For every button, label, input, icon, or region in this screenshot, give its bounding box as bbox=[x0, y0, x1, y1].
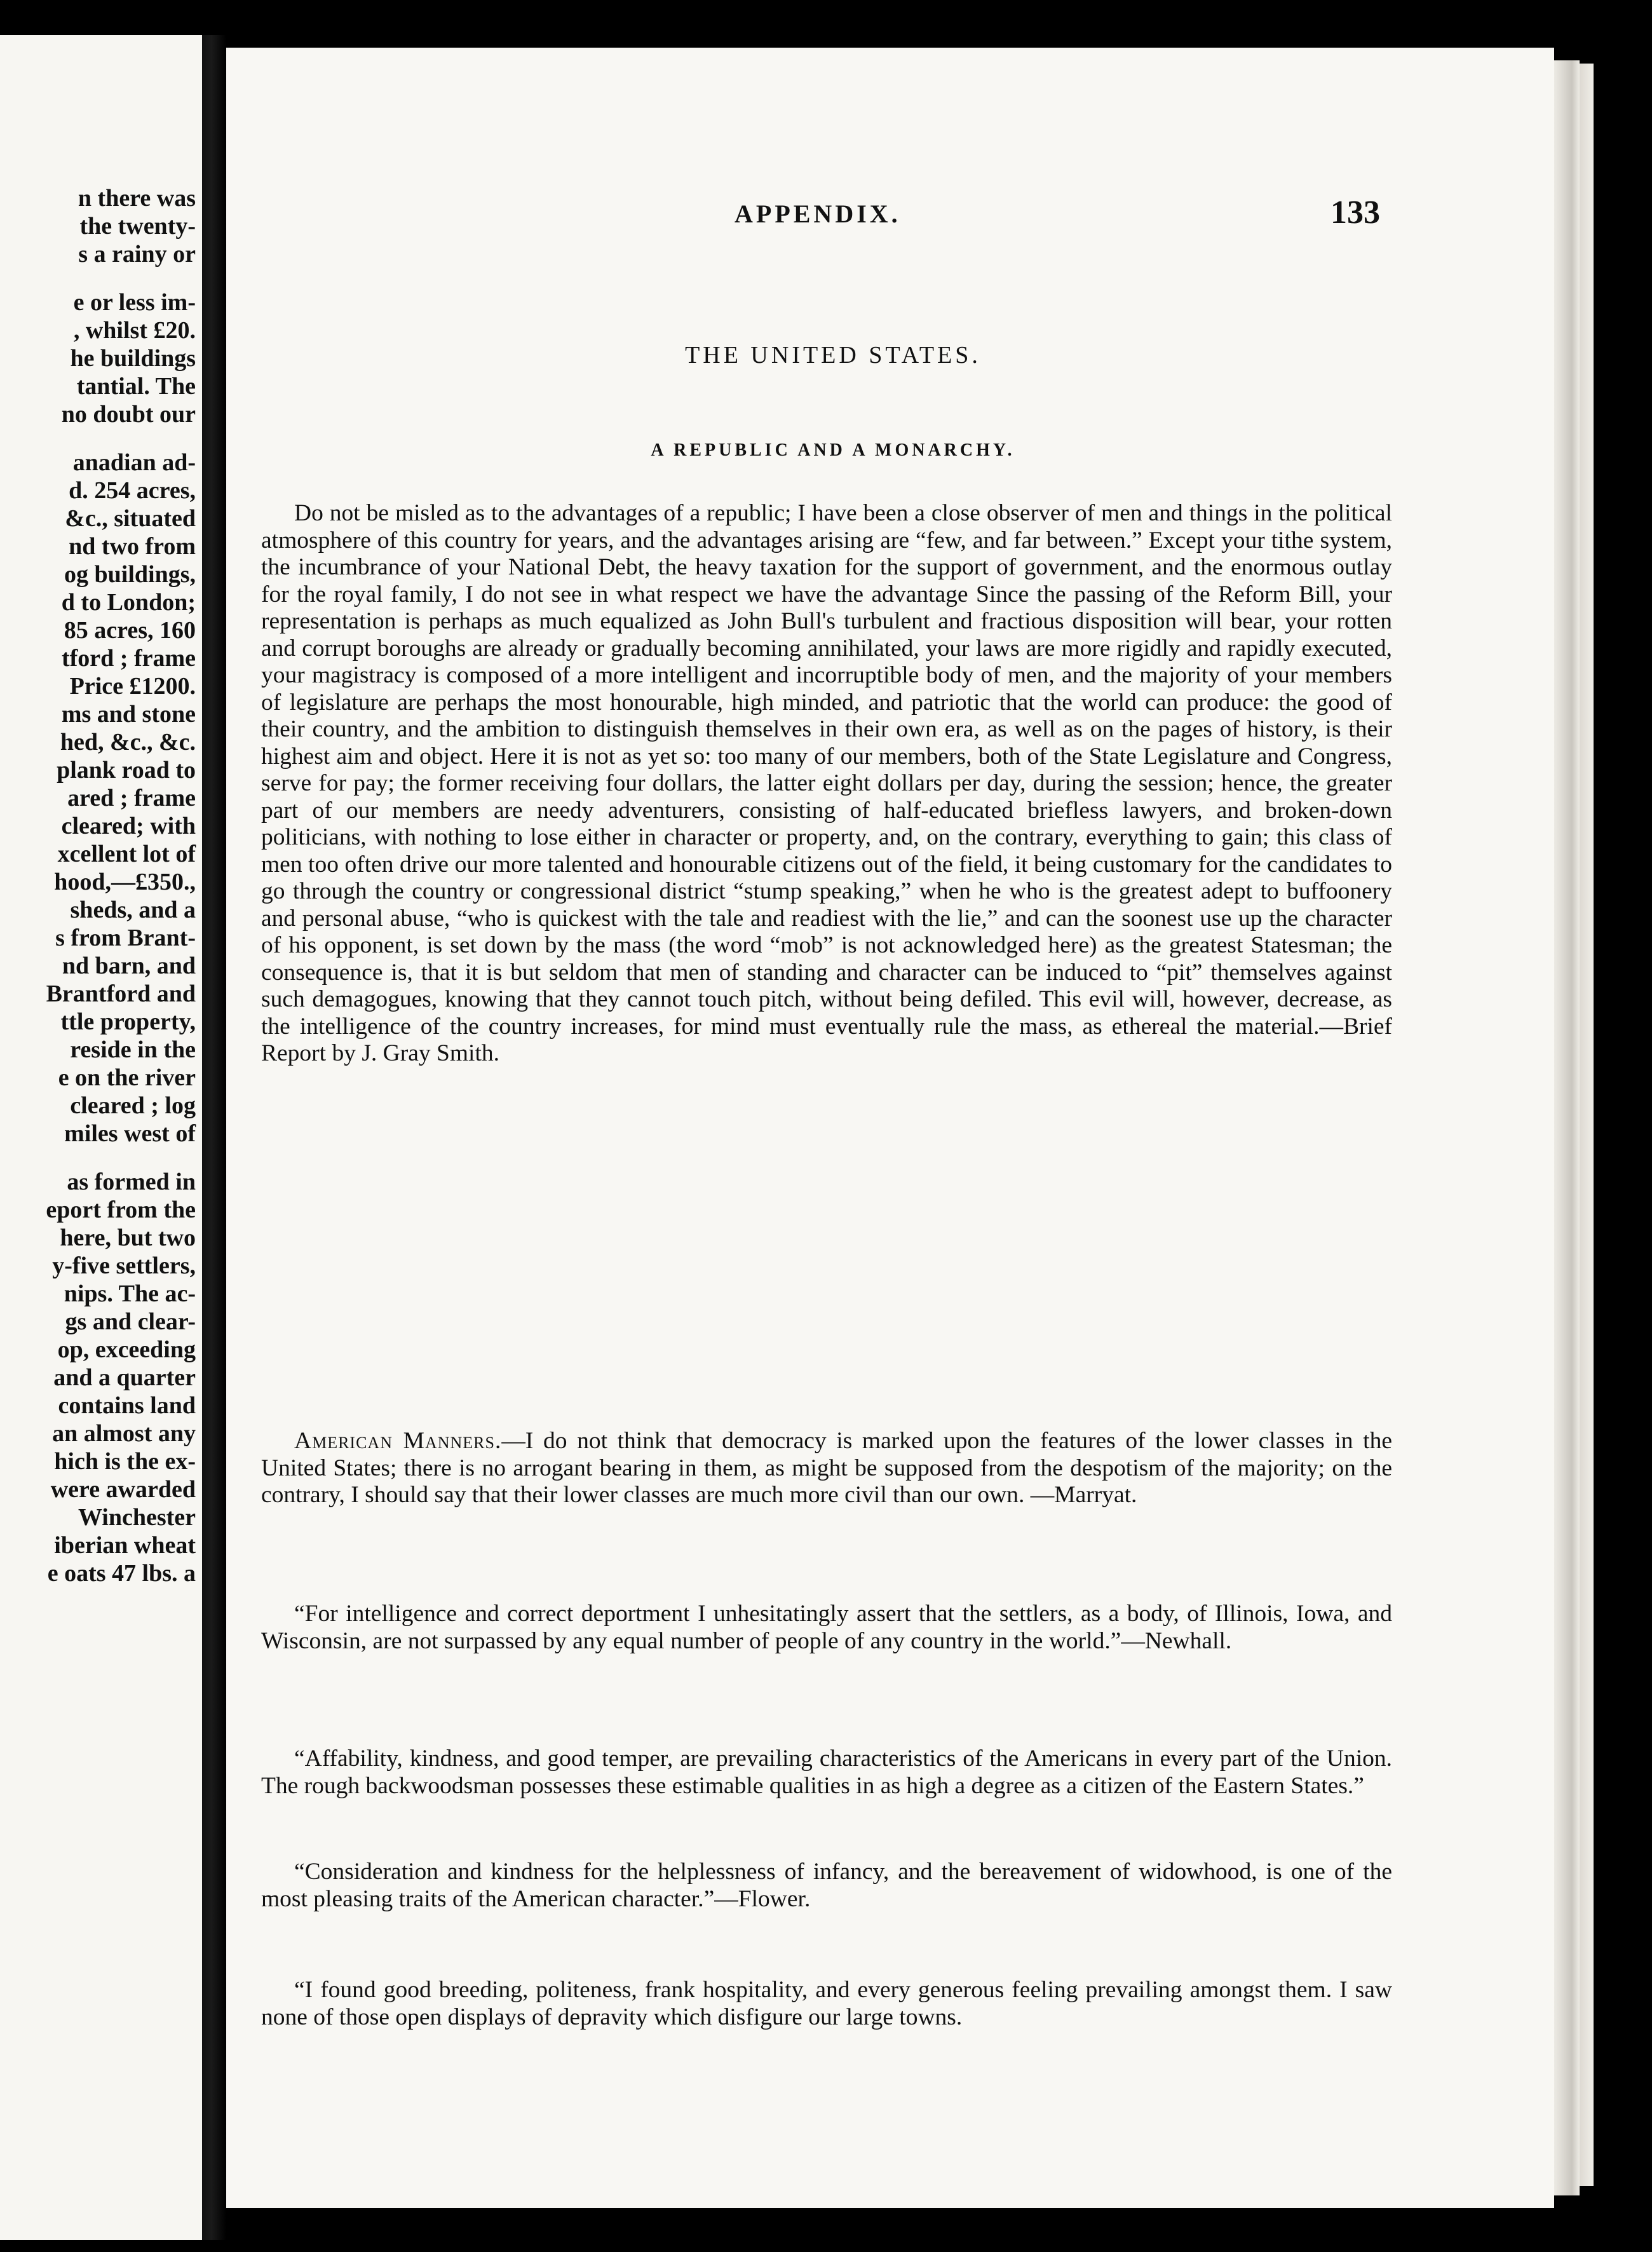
book-gutter bbox=[202, 35, 226, 2240]
previous-page-line: e oats 47 lbs. a bbox=[47, 1560, 196, 1587]
paragraph-affability-quote bbox=[261, 1746, 1392, 1800]
previous-page-line: iberian wheat bbox=[54, 1532, 196, 1559]
previous-page-line: d to London; bbox=[61, 589, 196, 616]
previous-page-line: e or less im- bbox=[73, 289, 196, 316]
paragraph-breeding-quote bbox=[261, 1977, 1392, 2031]
previous-page-line: n there was bbox=[78, 185, 196, 212]
previous-page-line: xcellent lot of bbox=[57, 841, 196, 867]
page-edge bbox=[1554, 60, 1580, 2195]
previous-page-line: hed, &c., &c. bbox=[60, 729, 196, 756]
running-head bbox=[226, 149, 1554, 231]
previous-page-line: and a quarter bbox=[53, 1364, 196, 1391]
previous-page-line: contains land bbox=[58, 1392, 196, 1419]
paragraph-text bbox=[261, 1428, 1392, 1509]
previous-page-line: nd two from bbox=[69, 533, 196, 560]
previous-page-line: Brantford and bbox=[46, 980, 196, 1007]
previous-page-line: Price £1200. bbox=[69, 673, 196, 700]
line-gap bbox=[0, 268, 202, 288]
previous-page-line: tantial. The bbox=[76, 373, 196, 400]
previous-page-line: eport from the bbox=[46, 1197, 196, 1223]
previous-page-line: he buildings bbox=[70, 345, 196, 372]
paragraph-flower-quote bbox=[261, 1859, 1392, 1913]
running-title: APPENDIX. bbox=[735, 200, 901, 228]
previous-page-line: tford ; frame bbox=[61, 645, 196, 672]
previous-page-line: an almost any bbox=[52, 1420, 196, 1447]
section-subtitle: A REPUBLIC AND A MONARCHY. bbox=[651, 440, 1015, 460]
page-edge-outer bbox=[1580, 64, 1594, 2186]
line-gap bbox=[0, 1148, 202, 1168]
paragraph-republic-monarchy bbox=[261, 500, 1392, 1068]
previous-page-line: , whilst £20. bbox=[73, 317, 196, 344]
previous-page-line: s a rainy or bbox=[78, 241, 196, 268]
previous-page-line: ttle property, bbox=[60, 1008, 196, 1035]
previous-page-line: gs and clear- bbox=[65, 1308, 196, 1335]
previous-page bbox=[0, 35, 202, 2240]
paragraph-text: “Affability, kindness, and good temper, are prevailing characteristics of the Americans in every part of the Union. The rough backwoodsman possesses these estimable qualities in as high a degree as a citizen of the Eastern States.” bbox=[261, 1746, 1392, 1799]
previous-page-line: anadian ad- bbox=[72, 449, 196, 476]
current-page bbox=[226, 48, 1554, 2208]
previous-page-line: e on the river bbox=[58, 1064, 196, 1091]
paragraph-newhall-quote bbox=[261, 1601, 1392, 1655]
previous-page-line: reside in the bbox=[70, 1036, 196, 1063]
previous-page-line: cleared; with bbox=[61, 813, 196, 839]
previous-page-line: cleared ; log bbox=[70, 1092, 196, 1119]
previous-page-line: hich is the ex- bbox=[54, 1448, 196, 1475]
previous-page-line: miles west of bbox=[64, 1120, 196, 1147]
previous-page-line: nips. The ac- bbox=[64, 1280, 196, 1307]
paragraph-text: “Consideration and kindness for the helplessness of infancy, and the bereavement of widowhood, is one of the most pleasing traits of the American character.”—Flower. bbox=[261, 1859, 1392, 1912]
page-number: 133 bbox=[1330, 194, 1380, 231]
previous-page-line: Winchester bbox=[78, 1504, 196, 1531]
previous-page-line: ared ; frame bbox=[67, 785, 196, 811]
previous-page-line: as formed in bbox=[67, 1169, 196, 1195]
previous-page-line: &c., situated bbox=[65, 505, 196, 532]
paragraph-american-manners bbox=[261, 1428, 1392, 1509]
paragraph-lead: American Manners. bbox=[294, 1428, 502, 1454]
previous-page-line: were awarded bbox=[50, 1476, 196, 1503]
previous-page-line: y-five settlers, bbox=[52, 1252, 196, 1279]
previous-page-line: the twenty- bbox=[79, 213, 196, 240]
previous-page-line: op, exceeding bbox=[57, 1336, 196, 1363]
previous-page-line: ms and stone bbox=[61, 701, 196, 728]
line-gap bbox=[0, 428, 202, 449]
previous-page-line: 85 acres, 160 bbox=[64, 617, 196, 644]
previous-page-line: hood,—£350., bbox=[54, 869, 196, 895]
previous-page-line: sheds, and a bbox=[70, 897, 196, 923]
previous-page-line: no doubt our bbox=[61, 401, 196, 428]
previous-page-line: plank road to bbox=[57, 757, 196, 783]
previous-page-line: here, but two bbox=[60, 1224, 196, 1251]
previous-page-line: s from Brant- bbox=[55, 925, 196, 951]
paragraph-text: Do not be misled as to the advantages of a republic; I have been a close observer of men and things in the political atmosphere of this country for years, and the advantages arising are “few, and far between.” Except your tithe system, the incumbrance of your National Debt, the heavy taxation for the support of government, and the enormous outlay for the royal family, I do not see in what respect we have the advantage Since the passing of the Reform Bill, your representation is perhaps as much equalized as John Bull's turbulent and fractious disposition will bear, your rotten and corrupt boroughs are already or gradually becoming annihilated, your laws are more rigidly and rapidly executed, your magistracy is composed of a more intelligent and incorruptible body of men, and the majority of your members of legislature are perhaps the most honourable, high minded, and patriotic that the world can produce: the good of their country, and the ambition to distinguish themselves in their own era, as well as on the pages of history, is their highest aim and object. Here it is not as yet so: too many of our members, both of the State Legislature and Congress, serve for pay; the former receiving four dollars, the latter eight dollars per day, during the session; hence, the greater part of our members are needy adventurers, consisting of half-educated briefless lawyers, and broken-down politicians, with nothing to lose either in character or property, and, on the contrary, everything to gain; this class of men too often drive our more talented and honourable citizens out of the field, it being customary for the candidates to go through the country or congressional district “stump speaking,” when he who is the greatest adept to buffoonery and personal abuse, “who is quickest with the tale and readiest with the lie,” and can the soonest use up the character of his opponent, is set down by the mass (the word “mob” is not acknowledged here) as the greatest Statesman; the consequence is, that it is but seldom that men of standing and character can be induced to “pit” themselves against such demagogues, knowing that they cannot touch pitch, without being defiled. This evil will, however, decrease, as the intelligence of the country increases, for mind must eventually rule the mass, as ethereal the material.—Brief Report by J. Gray Smith. bbox=[261, 500, 1392, 1066]
previous-page-line: og buildings, bbox=[64, 561, 196, 588]
paragraph-rest: —I do not think that democracy is marked upon the features of the lower classes in the United States; there is no arrogant bearing in them, as might be supposed from the despotism of the majority; on the contrary, I should say that their lower classes are much more civil than our own. —Marryat. bbox=[261, 1428, 1392, 1508]
paragraph-text: “I found good breeding, politeness, frank hospitality, and every generous feeling prevailing amongst them. I saw none of those open displays of depravity which disfigure our large towns. bbox=[261, 1977, 1392, 2030]
paragraph-text: “For intelligence and correct deportment I unhesitatingly assert that the settlers, as a body, of Illinois, Iowa, and Wisconsin, are not surpassed by any equal number of people of any country in the world.”—Newhall. bbox=[261, 1601, 1392, 1654]
previous-page-line: nd barn, and bbox=[62, 953, 196, 979]
previous-page-text bbox=[0, 184, 202, 1587]
previous-page-line: d. 254 acres, bbox=[69, 477, 196, 504]
section-title: THE UNITED STATES. bbox=[685, 342, 981, 369]
